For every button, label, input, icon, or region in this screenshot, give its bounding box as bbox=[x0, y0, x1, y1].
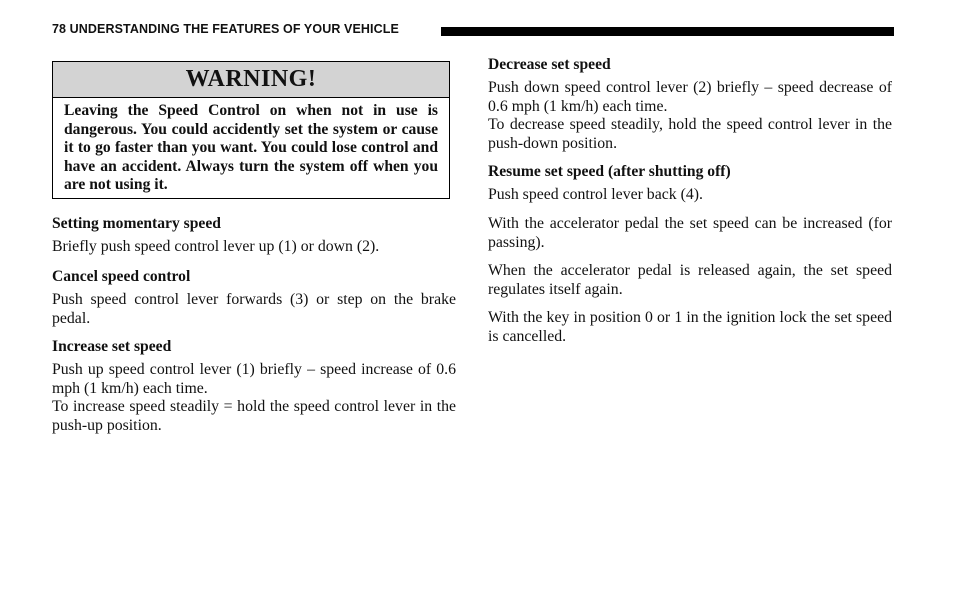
heading-decrease-set-speed: Decrease set speed bbox=[488, 56, 611, 73]
paragraph: Briefly push speed control lever up (1) or down (2). bbox=[52, 238, 380, 255]
paragraph-accelerator-release: When the accelerator pedal is released again, the set speed regulates itself again. bbox=[488, 262, 892, 298]
paragraph: Push down speed control lever (2) briefly – speed decrease of 0.6 mph (1 km/h) each time. bbox=[488, 79, 892, 115]
paragraph: Push up speed control lever (1) briefly – speed increase of 0.6 mph (1 km/h) each time. bbox=[52, 361, 456, 397]
heading-cancel-speed-control: Cancel speed control bbox=[52, 268, 191, 285]
text-decrease-set-speed bbox=[488, 79, 892, 153]
header-rule bbox=[441, 27, 894, 36]
paragraph-accelerator-increase: With the accelerator pedal the set speed can be increased (for passing). bbox=[488, 215, 892, 251]
paragraph: To decrease speed steadily, hold the speed control lever in the push-down position. bbox=[488, 116, 892, 152]
text-resume-set-speed bbox=[488, 186, 892, 205]
warning-text: Leaving the Speed Control on when not in use is dangerous. You could accidently set the system or cause it to go faster than you want. You could lose control and have an accident. Always turn the system off when you are not using it. bbox=[64, 102, 438, 194]
heading-setting-momentary-speed: Setting momentary speed bbox=[52, 215, 221, 232]
heading-resume-set-speed: Resume set speed (after shutting off) bbox=[488, 163, 731, 180]
paragraph: Push speed control lever forwards (3) or step on the brake pedal. bbox=[52, 291, 456, 327]
paragraph-ignition-key: With the key in position 0 or 1 in the ignition lock the set speed is cancelled. bbox=[488, 309, 892, 345]
page-header: 78 UNDERSTANDING THE FEATURES OF YOUR VEHICLE bbox=[52, 22, 399, 36]
warning-box bbox=[52, 61, 450, 199]
text-increase-set-speed bbox=[52, 361, 456, 435]
warning-title: WARNING! bbox=[53, 62, 449, 98]
paragraph: To increase speed steadily = hold the speed control lever in the push-up position. bbox=[52, 398, 456, 434]
text-setting-momentary-speed bbox=[52, 238, 456, 257]
text-cancel-speed-control bbox=[52, 291, 456, 328]
paragraph: Push speed control lever back (4). bbox=[488, 186, 703, 203]
heading-increase-set-speed: Increase set speed bbox=[52, 338, 172, 355]
